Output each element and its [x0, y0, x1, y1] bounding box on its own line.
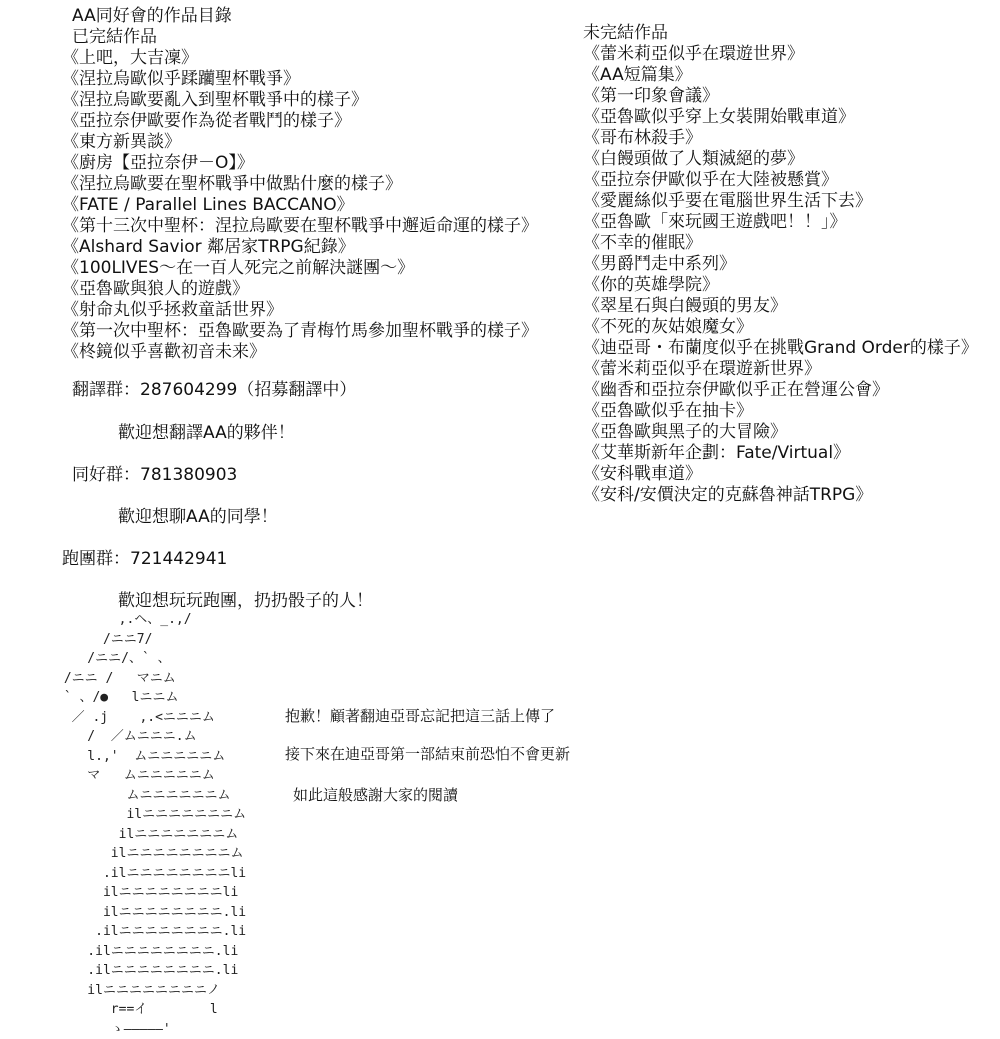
- work-item: 《上吧，大吉凜》: [62, 48, 198, 68]
- work-item: 《蕾米莉亞似乎在環遊新世界》: [583, 359, 821, 379]
- work-item: 《迪亞哥・布蘭度似乎在挑戰Grand Order的樣子》: [583, 338, 978, 358]
- work-item: 《涅拉烏歐要亂入到聖杯戰爭中的樣子》: [62, 90, 368, 110]
- work-item: 《安科/安價決定的克蘇魯神話TRPG》: [583, 485, 873, 505]
- work-item: 《亞魯歐與黑子的大冒險》: [583, 422, 787, 442]
- work-item: 《廚房【亞拉奈伊－O】》: [62, 153, 254, 173]
- work-item: 《不幸的催眠》: [583, 233, 702, 253]
- work-item: 《100LIVES～在一百人死完之前解決謎團～》: [62, 258, 415, 278]
- work-item: 《第一印象會議》: [583, 86, 719, 106]
- ongoing-heading: 未完結作品: [583, 23, 668, 43]
- ascii-art-figure: ,.ヘ、_.,/ /ニニ7/ /ニニ/、` 、 /ニニ / マニム ` 、/● lニニム ／ .j ,.<ニニニム / ／ムニニニ.ム l.,' ムニニニニニム マ ムニニニニニム ムニニニニニニム ilニニニニニニニム ilニニニニニニニム ilニニニニニニニニム .ilニニニニニニニニli ilニニニニニニニニli ilニニニニニニニニ.li .ilニニニニニニニニ.li .ilニニニニニニニニ.li .ilニニニニニニニニ.li ilニニニニニニニニノ r==イ l ゝ―――――': [63, 612, 247, 1037]
- work-item: 《哥布林殺手》: [583, 128, 702, 148]
- work-item: 《FATE / Parallel Lines BACCANO》: [62, 195, 354, 215]
- page-title: AA同好會的作品目錄: [72, 6, 232, 26]
- work-item: 《亞魯歐「來玩國王遊戲吧！！」》: [583, 212, 847, 232]
- work-item: 《翠星石與白饅頭的男友》: [583, 296, 787, 316]
- work-item: 《蕾米莉亞似乎在環遊世界》: [583, 44, 804, 64]
- translate-group-message: 歡迎想翻譯AA的夥伴！: [118, 423, 295, 443]
- work-item: 《亞拉奈伊歐似乎在大陸被懸賞》: [583, 170, 838, 190]
- fan-group: 同好群：781380903: [72, 465, 238, 485]
- work-item: 《東方新異談》: [62, 132, 181, 152]
- trpg-group: 跑團群：721442941: [62, 549, 228, 569]
- completed-works-column: [62, 6, 538, 363]
- translate-group: 翻譯群：287604299（招募翻譯中）: [72, 380, 357, 400]
- ongoing-works-column: [583, 23, 978, 506]
- work-item: 《艾華斯新年企劃：Fate/Virtual》: [583, 443, 851, 463]
- work-item: 《白饅頭做了人類滅絕的夢》: [583, 149, 804, 169]
- work-item: 《涅拉烏歐似乎蹂躪聖杯戰爭》: [62, 69, 300, 89]
- note-1: 抱歉！顧著翻迪亞哥忘記把這三話上傳了: [285, 707, 556, 725]
- work-item: 《射命丸似乎拯救童話世界》: [62, 300, 283, 320]
- work-item: 《柊鏡似乎喜歡初音未来》: [62, 342, 266, 362]
- work-item: 《第一次中聖杯：亞魯歐要為了青梅竹馬參加聖杯戰爭的樣子》: [62, 321, 538, 341]
- work-item: 《Alshard Savior 鄰居家TRPG紀錄》: [62, 237, 355, 257]
- work-item: 《第十三次中聖杯：涅拉烏歐要在聖杯戰爭中邂逅命運的樣子》: [62, 216, 538, 236]
- work-item: 《你的英雄學院》: [583, 275, 719, 295]
- completed-heading: 已完結作品: [72, 27, 157, 47]
- fan-group-message: 歡迎想聊AA的同學！: [118, 507, 278, 527]
- work-item: 《愛麗絲似乎要在電腦世界生活下去》: [583, 191, 872, 211]
- work-item: 《幽香和亞拉奈伊歐似乎正在營運公會》: [583, 380, 889, 400]
- work-item: 《亞拉奈伊歐要作為從者戰鬥的樣子》: [62, 111, 351, 131]
- work-item: 《亞魯歐與狼人的遊戲》: [62, 279, 249, 299]
- work-item: 《涅拉烏歐要在聖杯戰爭中做點什麼的樣子》: [62, 174, 402, 194]
- work-item: 《亞魯歐似乎在抽卡》: [583, 401, 753, 421]
- trpg-group-message: 歡迎想玩玩跑團，扔扔骰子的人！: [118, 591, 373, 611]
- work-item: 《亞魯歐似乎穿上女裝開始戰車道》: [583, 107, 855, 127]
- note-3: 如此這般感謝大家的閱讀: [293, 786, 459, 804]
- work-item: 《男爵鬥走中系列》: [583, 254, 736, 274]
- work-item: 《AA短篇集》: [583, 65, 692, 85]
- note-2: 接下來在迪亞哥第一部結束前恐怕不會更新: [285, 745, 571, 763]
- work-item: 《不死的灰姑娘魔女》: [583, 317, 753, 337]
- work-item: 《安科戰車道》: [583, 464, 702, 484]
